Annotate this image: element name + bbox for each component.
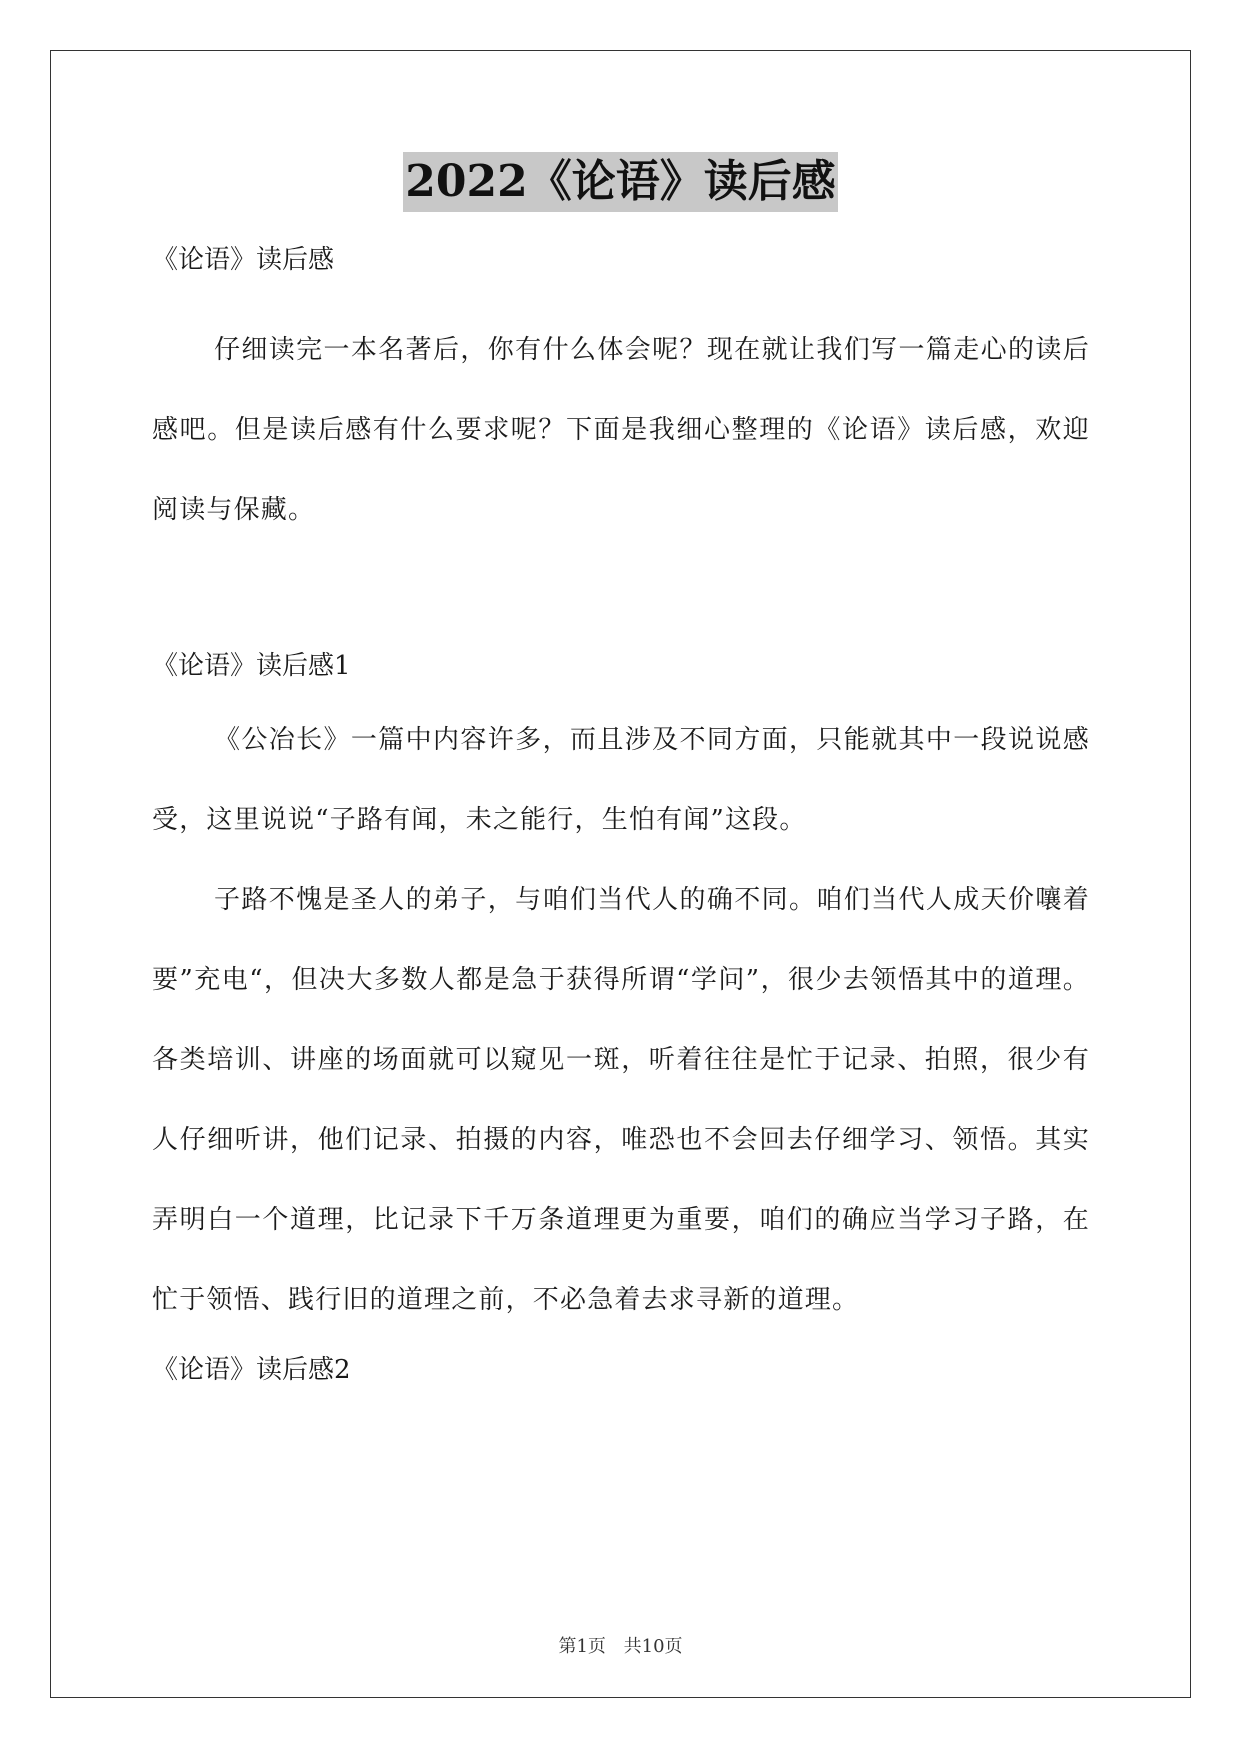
intro-paragraph: 仔细读完一本名著后，你有什么体会呢？现在就让我们写一篇走心的读后感吧。但是读后感有什么要求呢？下面是我细心整理的《论语》读后感，欢迎阅读与保藏。 bbox=[152, 335, 1090, 525]
section1-paragraph-2: 子路不愧是圣人的弟子，与咱们当代人的确不同。咱们当代人成天价嚷着要”充电“，但决大多数人都是急于获得所谓“学问”，很少去领悟其中的道理。各类培训、讲座的场面就可以窥见一斑，听着往往是忙于记录、拍照，很少有人仔细听讲，他们记录、拍摄的内容，唯恐也不会回去仔细学习、领悟。其实弄明白一个道理，比记录下千万条道理更为重要，咱们的确应当学习子路，在忙于领悟、践行旧的道理之前，不必急着去求寻新的道理。 bbox=[152, 885, 1090, 1315]
section1-paragraph-1: 《公冶长》一篇中内容许多，而且涉及不同方面，只能就其中一段说说感受，这里说说“子路有闻，未之能行，生怕有闻”这段。 bbox=[152, 725, 1090, 835]
subtitle-heading: 《论语》读后感 bbox=[152, 245, 335, 275]
total-pages: 共10页 bbox=[623, 1636, 683, 1657]
section2-heading: 《论语》读后感2 bbox=[152, 1355, 351, 1385]
document-title: 2022《论语》读后感 bbox=[403, 152, 837, 212]
title-block bbox=[0, 152, 1241, 212]
page-footer bbox=[0, 1632, 1241, 1658]
section1-heading: 《论语》读后感1 bbox=[152, 651, 351, 681]
document-body bbox=[152, 240, 1090, 1390]
page-number: 第1页 bbox=[558, 1636, 606, 1657]
